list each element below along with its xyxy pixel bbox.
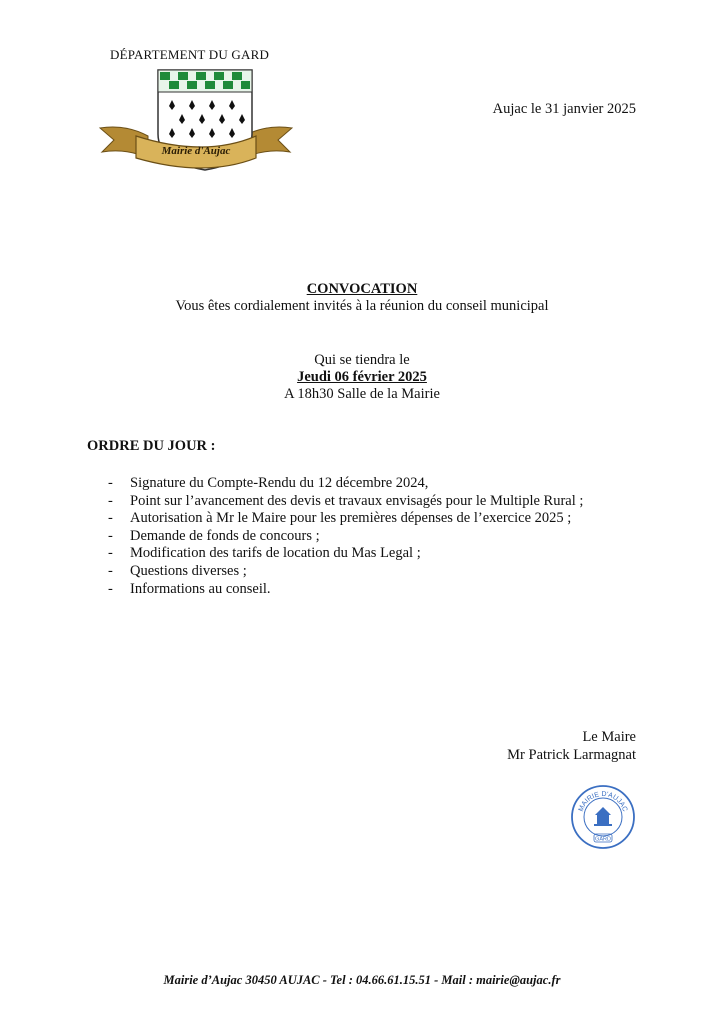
signature-block: [507, 728, 636, 764]
meeting-intro: Qui se tiendra le: [314, 352, 410, 368]
official-stamp: [570, 784, 636, 850]
signatory-role: Le Maire: [582, 729, 636, 745]
agenda-bullet: -: [108, 545, 113, 562]
agenda-list: [108, 475, 583, 598]
agenda-bullet: -: [108, 475, 113, 491]
svg-text:GARD: GARD: [595, 836, 611, 843]
agenda-item: [108, 528, 583, 546]
signatory-name: Mr Patrick Larmagnat: [507, 747, 636, 763]
agenda-item: [108, 493, 583, 511]
svg-text:MAIRIE D'AUJAC: MAIRIE D'AUJAC: [577, 790, 629, 813]
date-line: Aujac le 31 janvier 2025: [492, 101, 636, 117]
agenda-bullet: -: [108, 492, 113, 509]
department-heading: DÉPARTEMENT DU GARD: [110, 47, 270, 62]
agenda-title: ORDRE DU JOUR :: [87, 438, 216, 454]
svg-text:Mairie d'Aujac: Mairie d'Aujac: [161, 145, 231, 157]
agenda-item-text: Demande de fonds de concours ;: [130, 527, 320, 544]
agenda-item-text: Point sur l’avancement des devis et travaux envisagés pour le Multiple Rural ;: [130, 492, 584, 509]
agenda-bullet: -: [108, 562, 113, 579]
agenda-item-text: Signature du Compte-Rendu du 12 décembre 2024,: [130, 475, 429, 491]
agenda-item-text: Questions diverses ;: [130, 562, 247, 579]
municipal-crest-logo: [96, 66, 296, 172]
agenda-bullet: -: [108, 580, 113, 597]
agenda-item: [108, 563, 583, 581]
meeting-place: A 18h30 Salle de la Mairie: [284, 386, 440, 402]
agenda-item: [108, 581, 583, 599]
meeting-date: Jeudi 06 février 2025: [297, 369, 427, 385]
convocation-title: CONVOCATION: [306, 281, 418, 297]
agenda-bullet: -: [108, 510, 113, 527]
agenda-item: [108, 475, 583, 493]
agenda-bullet: -: [108, 527, 113, 544]
agenda-item: [108, 510, 583, 528]
footer-contact: Mairie d’Aujac 30450 AUJAC - Tel : 04.66.61.15.51 - Mail : mairie@aujac.fr: [163, 973, 561, 987]
agenda-item: [108, 545, 583, 563]
agenda-item-text: Modification des tarifs de location du Mas Legal ;: [130, 545, 421, 562]
agenda-item-text: Autorisation à Mr le Maire pour les premières dépenses de l’exercice 2025 ;: [130, 510, 572, 527]
convocation-subtitle: Vous êtes cordialement invités à la réunion du conseil municipal: [175, 298, 549, 314]
agenda-item-text: Informations au conseil.: [130, 580, 271, 597]
